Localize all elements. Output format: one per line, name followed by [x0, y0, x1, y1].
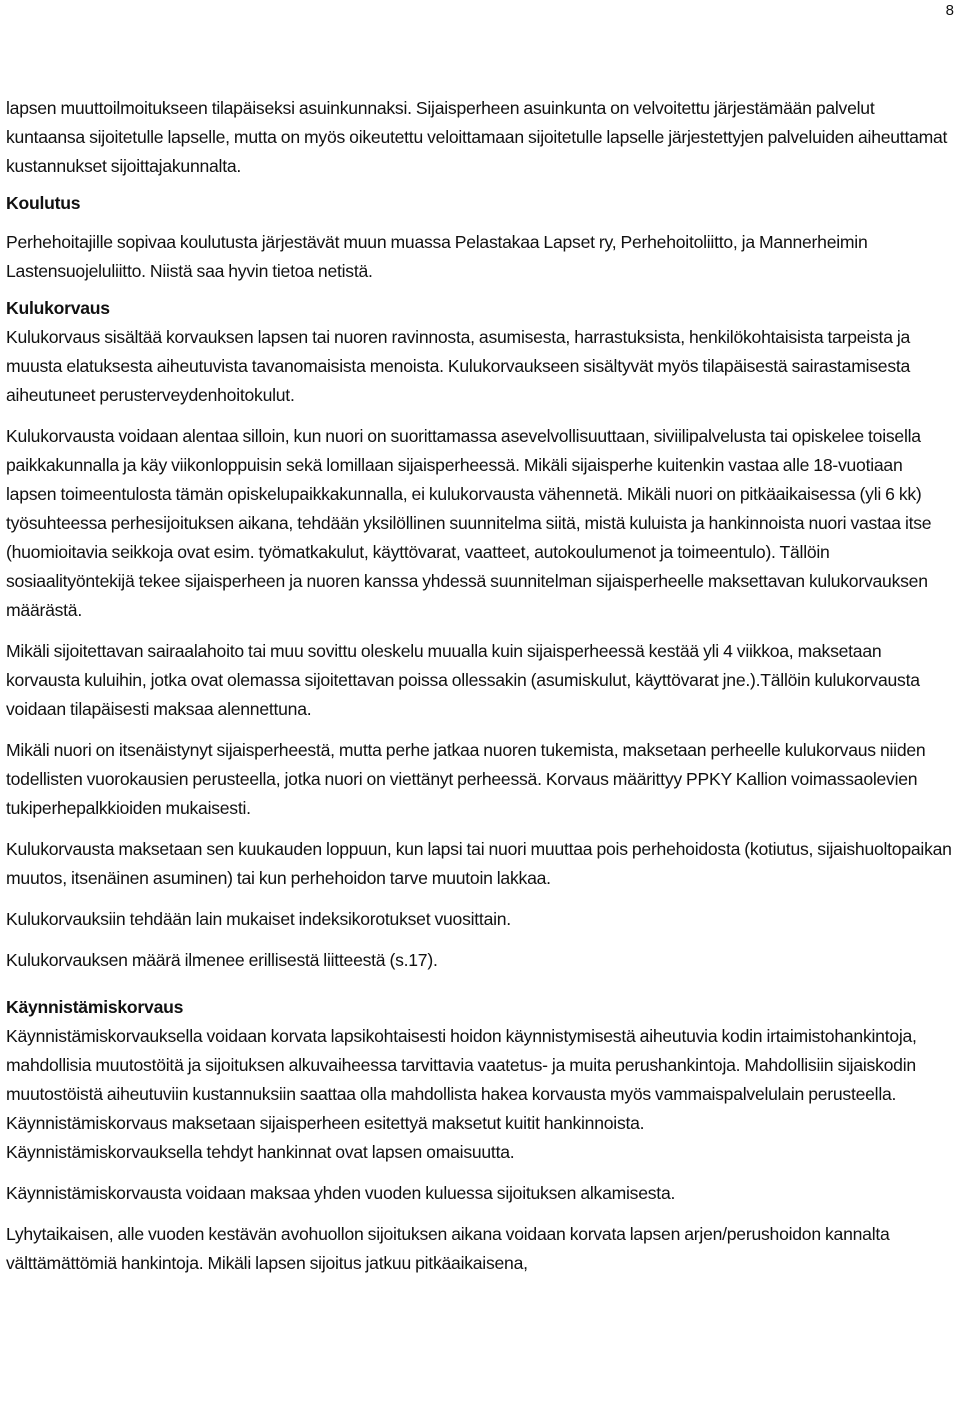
- kaynnistamiskorvaus-paragraph-1: Käynnistämiskorvauksella voidaan korvata lapsikohtaisesti hoidon käynnistymisestä aiheutuvia kodin irtaimistohankintoja, mahdollisia muutostöitä ja sijoituksen alkuvaiheessa tarvittavia vaatetus- ja muita perushankintoja. Mahdollisiin sijaiskodin muutostöistä aiheutuviin kustannuksiin saattaa olla mahdollista hakea korvausta myös vammaispalvelulain perusteella.: [6, 1026, 917, 1104]
- kaynnistamiskorvaus-paragraph-5: Lyhytaikaisen, alle vuoden kestävän avohuollon sijoituksen aikana voidaan korvata lapsen arjen/perushoidon kannalta välttämättömiä hankintoja. Mikäli lapsen sijoitus jatkuu pitkäaikaisena,: [6, 1224, 890, 1273]
- kaynnistamiskorvaus-paragraph-4: Käynnistämiskorvausta voidaan maksaa yhden vuoden kuluessa sijoituksen alkamisesta.: [6, 1183, 676, 1203]
- kaynnistamiskorvaus-paragraph-2: Käynnistämiskorvaus maksetaan sijaisperheen esitettyä maksetut kuitit hankinnoista.: [6, 1113, 645, 1133]
- kulukorvaus-paragraph-5: Kulukorvausta maksetaan sen kuukauden loppuun, kun lapsi tai nuori muuttaa pois perhehoidosta (kotiutus, sijaishuoltopaikan muutos, itsenäinen asuminen) tai kun perhehoidon tarve muutoin lakkaa.: [6, 839, 952, 888]
- kaynnistamiskorvaus-paragraph-3: Käynnistämiskorvauksella tehdyt hankinnat ovat lapsen omaisuutta.: [6, 1142, 515, 1162]
- kulukorvaus-paragraph-7: Kulukorvauksen määrä ilmenee erillisestä liitteestä (s.17).: [6, 950, 438, 970]
- kulukorvaus-paragraph-1: Kulukorvaus sisältää korvauksen lapsen tai nuoren ravinnosta, asumisesta, harrastuksista, henkilökohtaisista tarpeista ja muusta elatuksesta aiheutuvista tavanomaisista menoista. Kulukorvaukseen sisältyvät myös tilapäisestä sairastamisesta aiheutuneet perusterveydenhoitokulut.: [6, 327, 911, 405]
- kulukorvaus-paragraph-4: Mikäli nuori on itsenäistynyt sijaisperheestä, mutta perhe jatkaa nuoren tukemista, maksetaan perheelle kulukorvaus niiden todellisten vuorokausien perusteella, jotka nuori on viettänyt perheessä. Korvaus määrittyy PPKY Kallion voimassaolevien tukiperhepalkkioiden mukaisesti.: [6, 740, 926, 818]
- kulukorvaus-heading: Kulukorvaus: [6, 298, 110, 318]
- koulutus-heading: Koulutus: [6, 193, 81, 213]
- document-body: [6, 94, 956, 1278]
- kaynnistamiskorvaus-heading: Käynnistämiskorvaus: [6, 997, 184, 1017]
- page-number: 8: [945, 2, 954, 19]
- kulukorvaus-paragraph-2: Kulukorvausta voidaan alentaa silloin, kun nuori on suorittamassa asevelvollisuuttaan, siviilipalvelusta tai opiskelee toisella paikkakunnalla ja käy viikonloppuisin sekä lomillaan sijaisperheessä. Mikäli sijaisperhe kuitenkin vastaa alle 18-vuotiaan lapsen toimeentulosta tämän opiskelupaikkakunnalla, ei kulukorvausta vähennetä. Mikäli nuori on pitkäaikaisessa (yli 6 kk) työsuhteessa perhesijoituksen aikana, tehdään yksilöllinen suunnitelma siitä, mistä kuluista ja hankinnoista nuori vastaa itse (huomioitavia seikkoja ovat esim. työmatkakulut, käyttövarat, vaatteet, autokoulumenot ja toimeentulo). Tällöin sosiaalityöntekijä tekee sijaisperheen ja nuoren kanssa yhdessä suunnitelman sijaisperheelle maksettavan kulukorvauksen määrästä.: [6, 426, 932, 620]
- intro-paragraph: lapsen muuttoilmoitukseen tilapäiseksi asuinkunnaksi. Sijaisperheen asuinkunta on velvoitettu järjestämään palvelut kuntaansa sijoitetulle lapselle, mutta on myös oikeutettu veloittamaan sijoitetulle lapselle järjestettyjen palveluiden aiheuttamat kustannukset sijoittajakunnalta.: [6, 98, 948, 176]
- kulukorvaus-paragraph-3: Mikäli sijoitettavan sairaalahoito tai muu sovittu oleskelu muualla kuin sijaisperheessä kestää yli 4 viikkoa, maksetaan korvausta kuluihin, jotka ovat olemassa sijoitettavan poissa ollessakin (asumiskulut, käyttövarat jne.).Tällöin kulukorvausta voidaan tilapäisesti maksaa alennettuna.: [6, 641, 920, 719]
- koulutus-paragraph: Perhehoitajille sopivaa koulutusta järjestävät muun muassa Pelastakaa Lapset ry, Perhehoitoliitto, ja Mannerheimin Lastensuojeluliitto. Niistä saa hyvin tietoa netistä.: [6, 232, 868, 281]
- kulukorvaus-paragraph-6: Kulukorvauksiin tehdään lain mukaiset indeksikorotukset vuosittain.: [6, 909, 511, 929]
